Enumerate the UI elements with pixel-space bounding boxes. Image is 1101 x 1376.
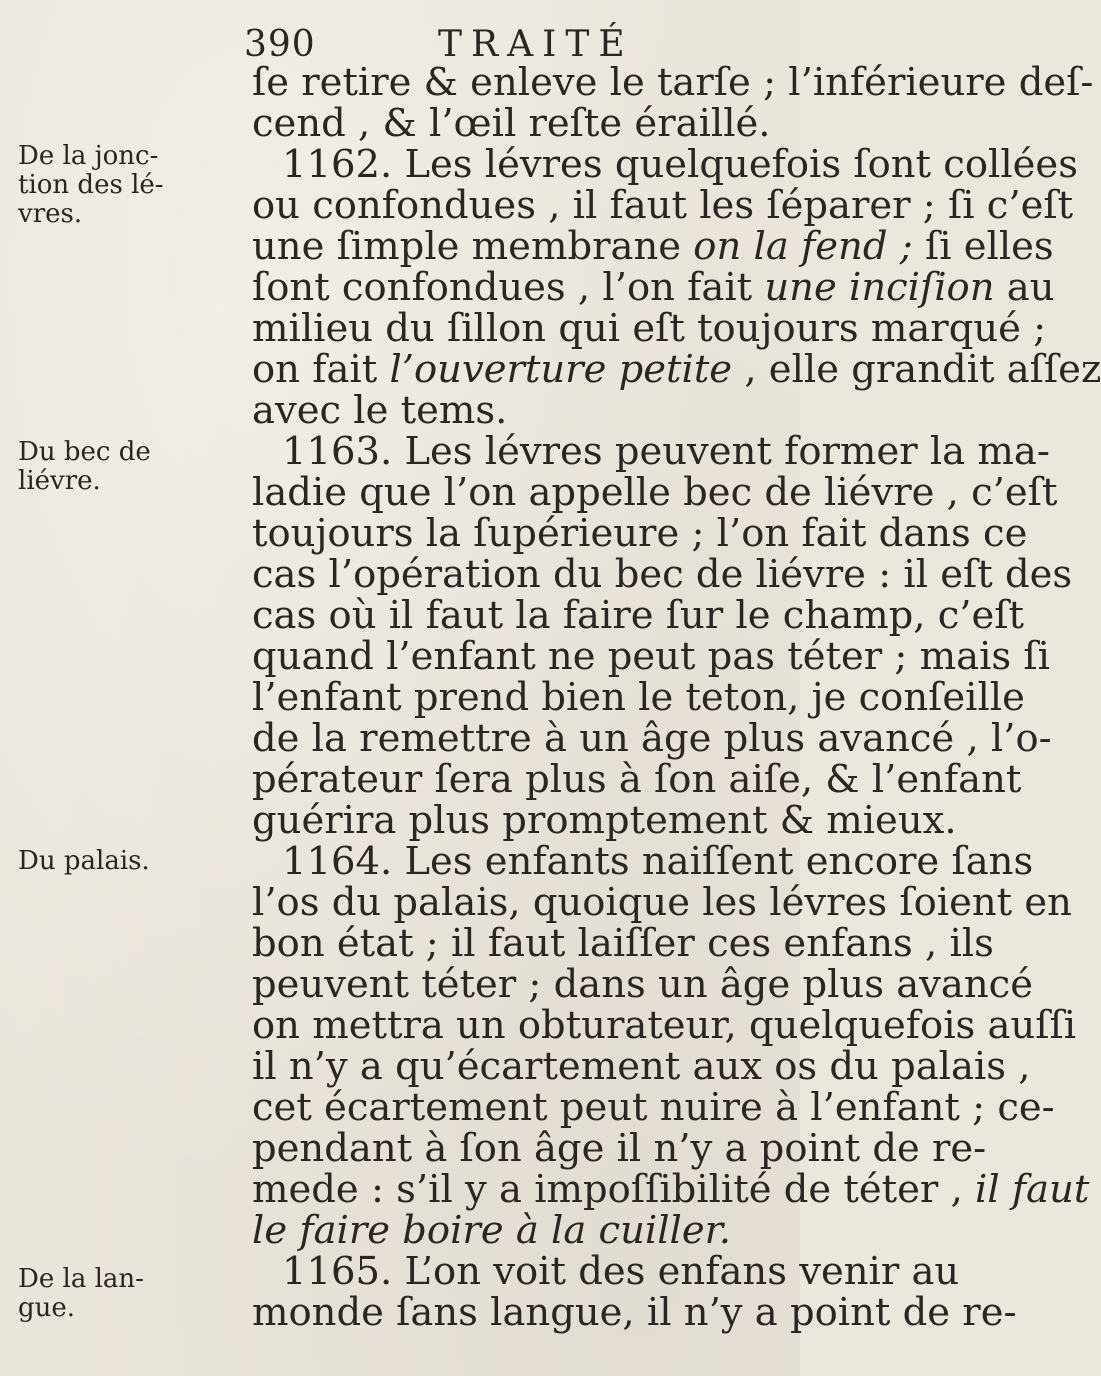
text-run: , elle grandit aſſez xyxy=(732,347,1101,392)
italic-run: on la fend ; xyxy=(693,224,913,269)
page-header xyxy=(0,10,800,65)
text-run: au xyxy=(994,265,1055,310)
text-line xyxy=(252,224,1054,269)
text-line: quand l’enfant ne peut pas téter ; mais ſi xyxy=(252,634,1050,679)
text-line: avec le tems. xyxy=(252,388,508,433)
italic-run: une inciſion xyxy=(764,265,995,310)
paragraph-1165-start: 1165. L’on voit des enfans venir au xyxy=(282,1249,960,1294)
text-line: cend , & l’œil reſte éraillé. xyxy=(252,101,771,146)
text-line: pérateur ſera plus à ſon aiſe, & l’enfant xyxy=(252,757,1022,802)
italic-line: le faire boire à la cuiller. xyxy=(252,1208,732,1253)
margin-note-line: Du bec de xyxy=(18,437,151,467)
text-line: l’os du palais, quoique les lévres ſoient en xyxy=(252,880,1072,925)
text-run: on fait xyxy=(252,347,390,392)
text-line: toujours la ſupérieure ; l’on fait dans ce xyxy=(252,511,1028,556)
text-run: ſi elles xyxy=(912,224,1054,269)
text-run: ſont confondues , l’on fait xyxy=(252,265,765,310)
text-run: mede : s’il y a impoſſibilité de téter , xyxy=(252,1167,976,1212)
text-line: ou confondues , il faut les ſéparer ; ſi c’eſt xyxy=(252,183,1074,228)
margin-note-langue xyxy=(18,1265,144,1323)
text-line: il n’y a qu’écartement aux os du palais , xyxy=(252,1044,1031,1089)
text-line: guérira plus promptement & mieux. xyxy=(252,798,957,843)
running-title: TRAITÉ xyxy=(438,24,634,65)
margin-note-bec-de-lievre xyxy=(18,438,151,496)
paragraph-1162-start: 1162. Les lévres quelquefois ſont collées xyxy=(282,142,1078,187)
text-run: une ſimple membrane xyxy=(252,224,694,269)
margin-note-line: gue. xyxy=(18,1293,76,1323)
text-line xyxy=(252,1167,1090,1212)
text-line: ladie que l’on appelle bec de liévre , c’eſt xyxy=(252,470,1058,515)
text-line: peuvent téter ; dans un âge plus avancé xyxy=(252,962,1034,1007)
margin-note-jonction xyxy=(18,142,164,229)
margin-note-line: Du palais. xyxy=(18,846,150,876)
text-line: de la remettre à un âge plus avancé , l’o- xyxy=(252,716,1052,761)
margin-note-line: De la lan- xyxy=(18,1264,144,1294)
text-line: milieu du ſillon qui eſt toujours marqué ; xyxy=(252,306,1047,351)
text-line: pendant à ſon âge il n’y a point de re- xyxy=(252,1126,987,1171)
italic-run: il faut xyxy=(975,1167,1090,1212)
text-line: cas l’opération du bec de liévre : il eſt des xyxy=(252,552,1073,597)
text-line: monde ſans langue, il n’y a point de re- xyxy=(252,1290,1017,1335)
text-line: bon état ; il faut laiſſer ces enfans , ils xyxy=(252,921,994,966)
text-line: cet écartement peut nuire à l’enfant ; ce- xyxy=(252,1085,1055,1130)
margin-note-line: De la jonc- xyxy=(18,141,159,171)
margin-note-line: vres. xyxy=(18,199,83,229)
text-line xyxy=(252,265,1055,310)
italic-run: l’ouverture petite xyxy=(389,347,733,392)
main-text xyxy=(252,60,1101,1335)
paragraph-1164-start: 1164. Les enfants naiſſent encore ſans xyxy=(282,839,1034,884)
margin-note-palais xyxy=(18,847,150,876)
text-line: l’enfant prend bien le teton, je conſeille xyxy=(252,675,1025,720)
text-line: cas où il faut la faire ſur le champ, c’eſt xyxy=(252,593,1025,638)
margin-note-line: liévre. xyxy=(18,466,101,496)
text-line: on mettra un obturateur, quelquefois auſſi xyxy=(252,1003,1077,1048)
text-line: ſe retire & enleve le tarſe ; l’inférieure deſ- xyxy=(252,60,1094,105)
page-number: 390 xyxy=(244,24,316,65)
paragraph-1163-start: 1163. Les lévres peuvent former la ma- xyxy=(282,429,1050,474)
text-line xyxy=(252,347,1101,392)
margin-note-line: tion des lé- xyxy=(18,170,164,200)
